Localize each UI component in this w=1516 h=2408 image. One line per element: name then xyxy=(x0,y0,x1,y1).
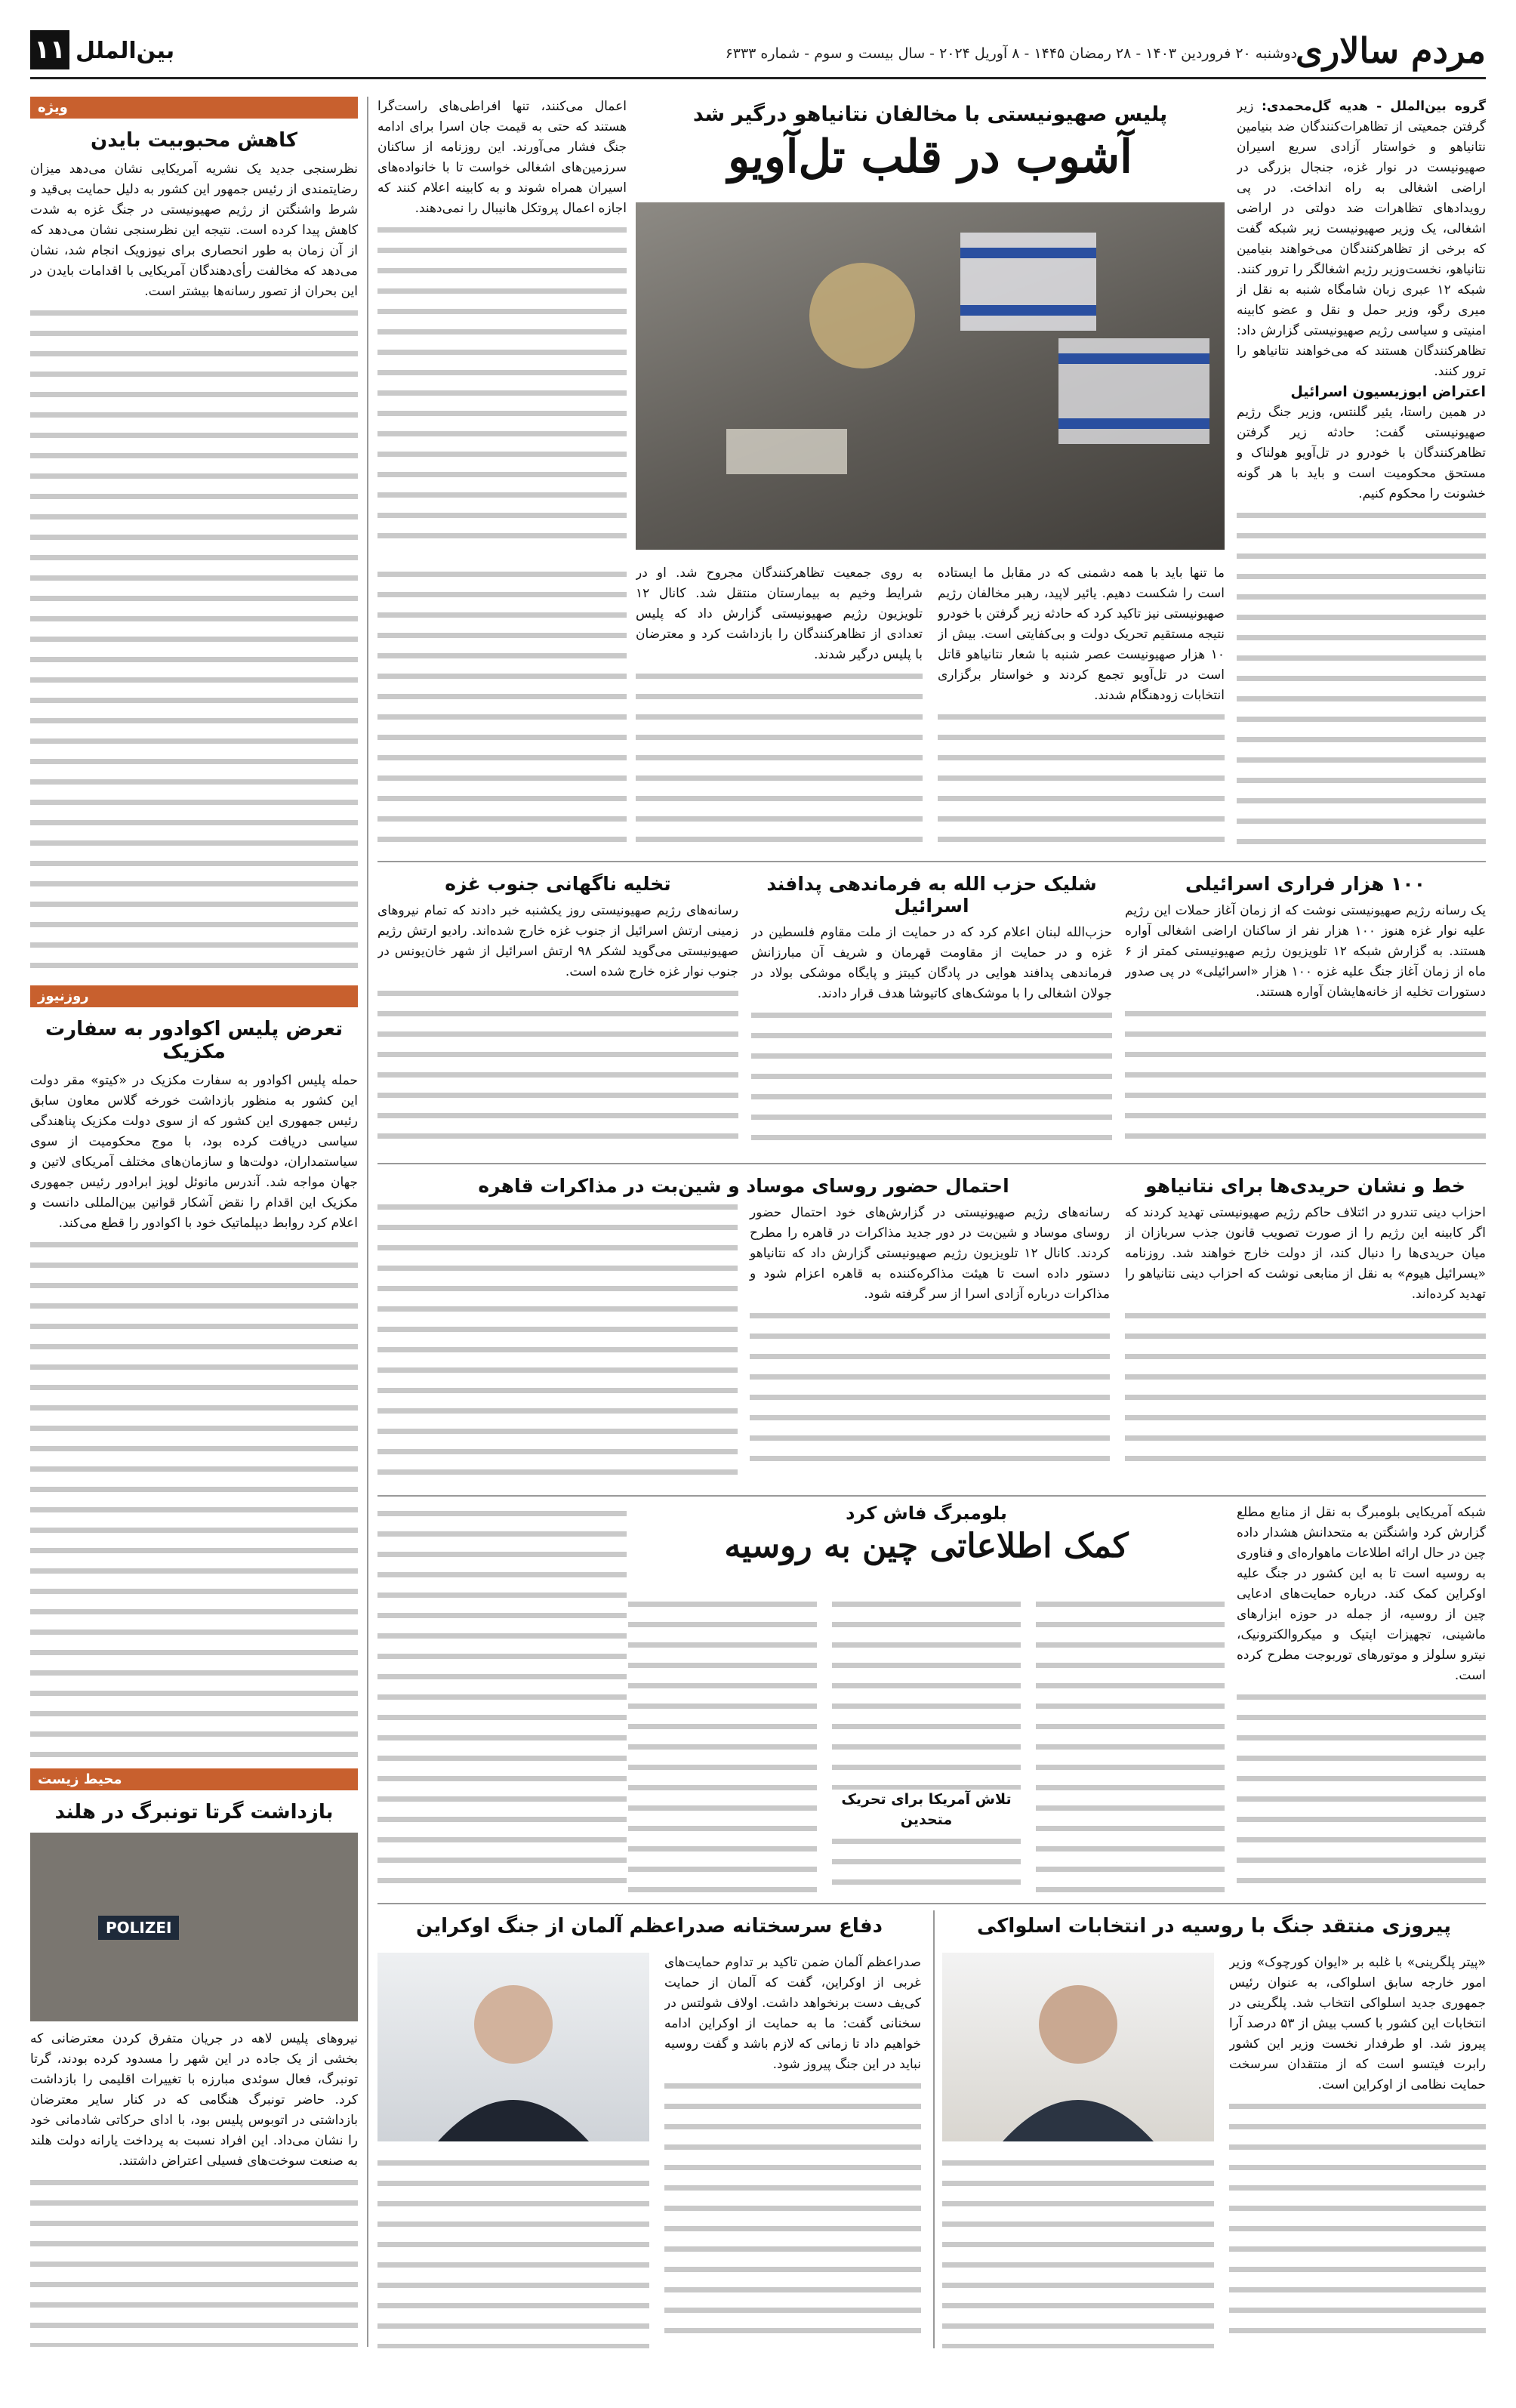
column-divider xyxy=(367,97,368,2347)
text-continuation xyxy=(1237,504,1486,852)
article-title: تعرض پلیس اکوادور به سفارت مکزیک xyxy=(45,1018,343,1063)
sidebar-label: روزنیوز xyxy=(30,985,358,1007)
section-divider xyxy=(377,1495,1486,1497)
bottom-row xyxy=(377,1910,1486,2348)
portrait-photo xyxy=(377,1953,649,2141)
story-body xyxy=(664,1953,921,2348)
story-body xyxy=(1229,1953,1486,2348)
brief-item xyxy=(377,1170,1110,1488)
section-divider xyxy=(377,1903,1486,1904)
brief-title: خط و نشان حریدی‌ها برای نتانیاهو xyxy=(1145,1175,1465,1197)
feature-col-5 xyxy=(377,1503,627,1895)
brief-item xyxy=(377,868,738,1155)
feature-kicker: بلومبرگ فاش کرد xyxy=(846,1503,1007,1524)
text-continuation xyxy=(377,563,627,852)
lead-headline-block xyxy=(636,97,1225,550)
article-body xyxy=(30,1071,358,1758)
article-paragraph: اعمال می‌کنند، تنها افراطی‌های راست‌گرا هستند که حتی به قیمت جان اسرا برای ادامه جنگ فشار می‌آورند. این روزنامه از ساکنان سرزمین‌های اشغالی خواست تا با خانواده‌های اسیران همراه شوند و به کابینه اعلام کنند که اجازه اعمال پروتکل هانیبال را نمی‌دهند. xyxy=(377,99,627,216)
police-photo xyxy=(30,1833,358,2021)
briefs-row xyxy=(377,1170,1486,1488)
article-paragraph: حزب‌الله لبنان اعلام کرد که در حمایت از ملت مقاوم فلسطین در غزه و در حمایت از مقاومت قهرمان و شریف آن مبارزانش فرماندهی پدافند هوایی در پادگان کیبتز و پایگاه موشکی بولاد در جولان اشغالی را با موشک‌های کاتیوشا هدف قرار دادند. xyxy=(751,925,1112,1001)
section-name: بین‌الملل xyxy=(75,38,175,64)
text-continuation xyxy=(938,706,1225,852)
text-continuation xyxy=(1229,2095,1486,2348)
lead-col-1 xyxy=(1237,97,1486,852)
text-continuation xyxy=(636,665,923,852)
article-paragraph: نیروهای پلیس لاهه در جریان متفرق کردن معترضانی که بخشی از یک جاده در این شهر را مسدود کرده بودند، گرتا تونبرگ، فعال سوئدی مبارزه با تغییرات اقلیمی را بازداشت کرد. حاضر تونبرگ هنگامی که در کنار سایر معترضان بازداشتی در اتوبوس پلیس بود، با ادای حرکاتی شادمانی خود را نشان می‌داد. این افراد نسبت به پرداخت یارانه دولت هلند به صنعت سوخت‌های فسیلی اعتراض داشتند. xyxy=(30,2031,358,2169)
story-body-cont xyxy=(942,2152,1214,2348)
issue-date-meta: دوشنبه ۲۰ فروردین ۱۴۰۳ - ۲۸ رمضان ۱۴۴۵ - ۸ آوریل ۲۰۲۴ - سال بیست و سوم - شماره ۶۳۳۳ xyxy=(725,45,1297,62)
brief-title: ۱۰۰ هزار فراری اسرائیلی xyxy=(1185,873,1425,895)
brief-title: شلیک حزب الله به فرماندهی پدافند اسرائیل xyxy=(766,873,1097,917)
story-title: دفاع سرسختانه صدراعظم آلمان از جنگ اوکراین xyxy=(415,1915,883,1938)
article-title: بازداشت گرتا تونبرگ در هلند xyxy=(54,1801,334,1824)
article-paragraph: حمله پلیس اکوادور به سفارت مکزیک در «کیتو» مقر دولت این کشور به منظور بازداشت خورخه گلاس معاون سابق رئیس جمهوری این کشور که از سوی دولت مکزیک پناهندگی سیاسی دریافت کرده بود، با موج محکومیت از سوی سیاستمداران، دولت‌ها و سازمان‌های مختلف آمریکای لاتین و جهان مواجه شد. آندرس مانوئل لوپز ابرادور رئیس جمهوری مکزیک این اقدام را نقض آشکار قوانین بین‌المللی دانست و اعلام کرد روابط دیپلماتیک خود با اکوادور را قطع می‌کند. xyxy=(30,1073,358,1231)
text-continuation xyxy=(377,2152,649,2348)
person-icon xyxy=(377,1953,649,2141)
brief-item xyxy=(751,868,1112,1155)
text-continuation xyxy=(751,1004,1112,1155)
feature-columns xyxy=(628,1593,1225,1895)
brief-title: تخلیه ناگهانی جنوب غزه xyxy=(445,873,671,895)
sidebar-label: ویژه xyxy=(30,97,358,119)
article-title: کاهش محبوبیت بایدن xyxy=(91,129,297,152)
text-continuation xyxy=(832,1593,1021,1790)
brief-item xyxy=(1125,868,1486,1155)
article-paragraph: زیر گرفتن جمعیتی از تظاهرات‌کنندگان ضد بنیامین نتانیاهو و خواستار آزادی سریع اسیران صهیونیست در نوار غزه، جنجال بزرگی در اراضی اشغالی به راه انداخت. در پی رویدادهای تظاهرات ضد دولتی در اراضی اشغالی، یک وزیر صهیونیست زیر شبکه گفت که برخی از تظاهرکنندگان می‌خواهند بنیامین نتانیاهو، نخست‌وزیر رژیم اشغالگر را ترور کنند. شبکه ۱۲ عبری زبان شامگاه شنبه به نقل از میری رگو، وزیر حمل و نقل و عضو کابینه امنیتی و سیاسی رژیم صهیونیستی گزارش داد: تظاهرکنندگان هستند که می‌خواهند نتانیاهو را ترور کنند. xyxy=(1237,99,1486,379)
text-continuation xyxy=(377,982,738,1142)
lead-col-2 xyxy=(938,563,1225,852)
article-paragraph: در همین راستا، یئیر گلنتس، وزیر جنگ رژیم صهیونیستی گفت: حادثه زیر گرفتن تظاهرکنندگان با خودرو در تل‌آویو هولناک و مستحق محکومیت است و باید با هر گونه خشونت را محکوم کنیم. xyxy=(1237,405,1486,501)
lead-title: آشوب در قلب تل‌آویو xyxy=(728,131,1132,183)
subheading: اعتراض ابوزیسیون اسرائیل xyxy=(1290,384,1486,400)
sidebar-column xyxy=(30,97,358,2347)
sidebar-label: محیط زیست xyxy=(30,1768,358,1790)
column-divider xyxy=(933,1910,935,2348)
section-divider xyxy=(377,861,1486,862)
feature-col-3 xyxy=(832,1593,1021,1895)
brief-body xyxy=(1125,901,1486,1142)
photo-caption-sign: POLIZEI xyxy=(98,1916,179,1940)
feature-headline xyxy=(628,1503,1225,1586)
section-divider xyxy=(377,1163,1486,1164)
article-paragraph: احزاب دینی تندرو در ائتلاف حاکم رژیم صهیونیستی تهدید کردند که اگر کابینه این رژیم را از صورت تصویب قانون جذب سربازان از میان حریدی‌ها را دنبال کند، از دولت خارج خواهند شد. روزنامه «یسرائیل هیوم» به نقل از منابعی نوشت که احزاب دینی نتانیاهو را تهدید کرده‌اند. xyxy=(1125,1205,1486,1302)
feature-col-4 xyxy=(628,1593,817,1895)
feature-story xyxy=(377,1503,1486,1895)
article-body xyxy=(30,159,358,975)
lead-story xyxy=(377,97,1486,852)
bottom-story xyxy=(377,1910,921,2348)
newspaper-title: مردم سالاری xyxy=(1295,30,1486,71)
article-paragraph: رسانه‌های رژیم صهیونیستی روز یکشنبه خبر دادند که تمام نیروهای زمینی ارتش اسرائیل از جنوب غزه خارج شده‌اند. رادیو ارتش رژیم صهیونیستی می‌گوید لشکر ۹۸ ارتش اسرائیل از شهر خان‌یونس در جنوب نوار غزه خارج شده است. xyxy=(377,903,738,979)
article-body xyxy=(30,2029,358,2347)
text-continuation xyxy=(377,219,627,550)
article-paragraph: «پیتر پلگرینی» با غلبه بر «ایوان کورچوک» وزیر امور خارجه سابق اسلواکی، به عنوان رئیس جمهوری جدید اسلواکی انتخاب شد. پلگرینی در انتخابات این کشور با کسب بیش از ۵۳ درصد آرا پیروز شد. او طرفدار نخست وزیر این کشور رابرت فیتسو است که از منتقدان سرسخت حمایت نظامی از اوکراین است. xyxy=(1229,1955,1486,2092)
article-paragraph: شبکه آمریکایی بلومبرگ به نقل از منابع مطلع گزارش کرد واشنگتن به متحدانش هشدار داده چین در حال ارائه اطلاعات ماهواره‌ای و فناوری به روسیه است تا به این کشور در جنگ علیه اوکراین کمک کند. درباره حمایت‌های ادعایی چین از روسیه، از جمله در حوزه ابزارهای ماشینی، تجهیزات اپتیک و میکروالکترونیک، نیترو سلولز و موتورهای توربوجت مطرح کرده است. xyxy=(1237,1505,1486,1683)
brief-body xyxy=(1125,1203,1486,1475)
brief-body xyxy=(377,1203,1110,1475)
feature-title: کمک اطلاعاتی چین به روسیه xyxy=(724,1527,1129,1565)
article-paragraph: صدراعظم آلمان ضمن تاکید بر تداوم حمایت‌های غربی از اوکراین، گفت که آلمان از حمایت کی‌یف دست برنخواهد داشت. اولاف شولتس در سخنانی گفت: ما به حمایت از اوکراین ادامه خواهیم داد تا زمانی که لازم باشد و گفت روسیه نباید در این جنگ پیروز شود. xyxy=(664,1955,921,2072)
brief-title: احتمال حضور روسای موساد و شین‌بت در مذاکرات قاهره xyxy=(478,1175,1009,1197)
brief-body xyxy=(751,923,1112,1155)
protest-photo xyxy=(636,202,1225,550)
briefs-row xyxy=(377,868,1486,1155)
lead-col-3 xyxy=(636,563,923,852)
text-continuation xyxy=(628,1593,817,1895)
lead-kicker: پلیس صهیونیستی با مخالفان نتانیاهو درگیر شد xyxy=(692,103,1168,126)
text-continuation xyxy=(832,1830,1021,1895)
brief-body xyxy=(377,901,738,1142)
article-paragraph: به روی جمعیت تظاهرکنندگان مجروح شد. او در شرایط وخیم به بیمارستان منتقل شد. کانال ۱۲ تلویزیون رژیم صهیونیستی گزارش داد که پلیس تعدادی از تظاهرکنندگان را بازداشت کرد و معترضان با پلیس درگیر شدند. xyxy=(636,566,923,662)
article-paragraph: یک رسانه رژیم صهیونیستی نوشت که از زمان آغاز حملات این رژیم علیه نوار غزه هنوز ۱۰۰ هزار نفر از ساکنان اراضی اشغالی آواره هستند. به گزارش شبکه ۱۲ تلویزیون رژیم صهیونیستی کمتر از ۶ ماه از زمان آغاز جنگ علیه غزه ۱۰۰ هزار «اسرائیلی» در پی صدور دستورات تخلیه از خانه‌هایشان آواره هستند. xyxy=(1125,903,1486,1000)
person-icon xyxy=(942,1953,1214,2141)
article-paragraph: نظرسنجی جدید یک نشریه آمریکایی نشان می‌دهد میزان رضایتمندی از رئیس جمهور این کشور به دلیل حمایت بی‌قید و شرط واشنگتن از رژیم صهیونیستی در جنگ غزه به شدت کاهش پیدا کرده است. نتیجه این نظرسنجی نشان می‌دهد که از آن زمان به طور انحصاری برای نیوزویک انجام شد، نشان می‌دهد که مخالفت رأی‌دهندگان آمریکایی با اقدامات بایدن در این بحران از تصور رسانه‌ها بیشتر است. xyxy=(30,162,358,299)
brief-item xyxy=(1125,1170,1486,1488)
bottom-story xyxy=(942,1910,1486,2348)
text-continuation xyxy=(942,2152,1214,2348)
feature-col-1 xyxy=(1237,1503,1486,1895)
text-continuation xyxy=(1125,1305,1486,1475)
byline: گروه بین‌الملل - هدیه گل‌محمدی: xyxy=(1262,99,1486,114)
flag-icon xyxy=(636,202,1225,550)
article-paragraph: ما تنها باید با همه دشمنی که در مقابل ما ایستاده است را شکست دهیم. یائیر لاپید، رهبر مخالفان رژیم صهیونیستی نیز تاکید کرد که حادثه زیر گرفتن با خودرو نتیجه مستقیم تحریک دولت و بی‌کفایتی است. بیش از ۱۰ هزار صهیونیست عصر شنبه با شعار نتانیاهو قاتل است در تل‌آویو تجمع کردند و خواستار برگزاری انتخابات زودهنگام شدند. xyxy=(938,566,1225,703)
article-paragraph: رسانه‌های رژیم صهیونیستی در گزارش‌های خود احتمال حضور روسای موساد و شین‌بت در دور جدید مذاکرات در قاهره را مطرح کردند. کانال ۱۲ تلویزیون رژیم صهیونیستی گزارش داد که نتانیاهو دستور داده است تا هیئت مذاکره‌کننده به قاهره اعزام شود و مذاکرات درباره آزادی اسرا از سر گرفته شود. xyxy=(750,1205,1110,1302)
text-continuation xyxy=(1125,1003,1486,1142)
subheading: تلاش آمریکا برای تحریک متحدین xyxy=(841,1791,1012,1828)
text-continuation xyxy=(377,1503,627,1895)
story-body-cont xyxy=(377,2152,649,2348)
portrait-photo xyxy=(942,1953,1214,2141)
text-continuation xyxy=(1036,1593,1225,1895)
text-continuation xyxy=(30,2172,358,2347)
text-continuation xyxy=(1237,1686,1486,1895)
text-continuation xyxy=(30,1234,358,1758)
page-number: ۱۱ xyxy=(30,30,69,69)
feature-col-2 xyxy=(1036,1593,1225,1895)
masthead xyxy=(30,30,1486,79)
lead-col-5 xyxy=(377,563,627,852)
text-continuation xyxy=(664,2075,921,2348)
text-continuation xyxy=(30,302,358,975)
lead-col-4 xyxy=(377,97,627,550)
story-title: پیروزی منتقد جنگ با روسیه در انتخابات اسلواکی xyxy=(977,1915,1451,1938)
